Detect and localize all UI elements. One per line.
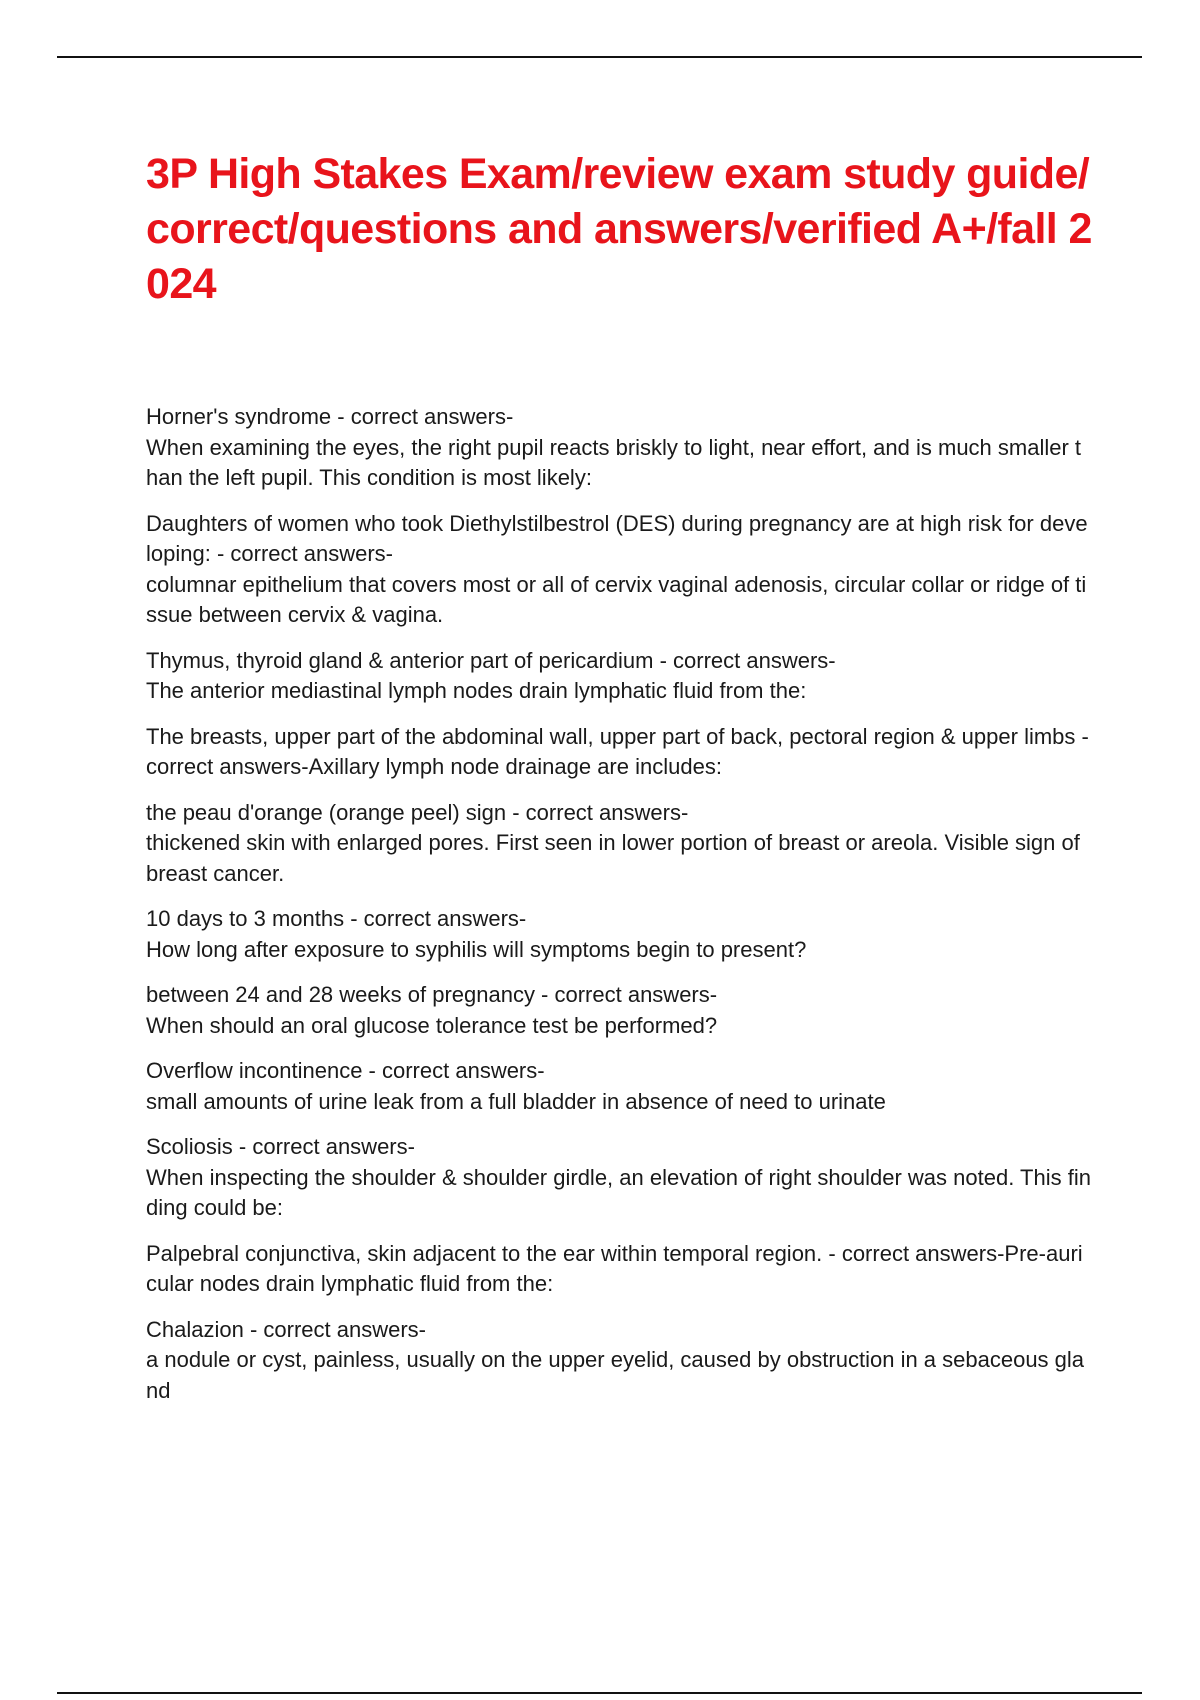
qa-entry-9-second: When inspecting the shoulder & shoulder girdle, an elevation of right shoulder was noted. This finding could be: (146, 1164, 1091, 1220)
qa-entry-6-second: How long after exposure to syphilis will symptoms begin to present? (146, 936, 807, 962)
qa-entry-7-first: between 24 and 28 weeks of pregnancy - correct answers- (146, 982, 718, 1007)
document-title: 3P High Stakes Exam/review exam study guide/correct/questions and answers/verified A+/fall 2024 (146, 150, 1092, 308)
qa-entry-11-first: Chalazion - correct answers- (146, 1316, 426, 1342)
qa-entry-3-first: Thymus, thyroid gland & anterior part of pericardium - correct answers- (146, 647, 836, 673)
qa-entry-6 (146, 904, 1092, 965)
qa-entry-8-first: Overflow incontinence - correct answers- (146, 1058, 545, 1083)
qa-entry-4 (146, 722, 1092, 783)
qa-entry-4-first: The breasts, upper part of the abdominal wall, upper part of back, pectoral region & upper limbs - correct answers-Axillary lymph node drainage are includes: (146, 723, 1089, 779)
bottom-rule (57, 1692, 1142, 1694)
qa-entry-11-second: a nodule or cyst, painless, usually on the upper eyelid, caused by obstruction in a sebaceous gland (146, 1347, 1085, 1403)
qa-entry-5-second: thickened skin with enlarged pores. First seen in lower portion of breast or areola. Visible sign of breast cancer. (146, 830, 1080, 886)
qa-entry-10-first: Palpebral conjunctiva, skin adjacent to the ear within temporal region. - correct answers-Pre-auricular nodes drain lymphatic fluid from the: (146, 1240, 1083, 1296)
qa-entry-2-second: columnar epithelium that covers most or all of cervix vaginal adenosis, circular collar or ridge of tissue between cervix & vagina. (146, 571, 1087, 627)
qa-entry-7 (146, 980, 1092, 1041)
qa-entry-8 (146, 1056, 1092, 1117)
qa-entry-9 (146, 1132, 1092, 1224)
qa-entry-5-first: the peau d'orange (orange peel) sign - correct answers- (146, 799, 689, 825)
qa-entry-2 (146, 509, 1092, 631)
qa-entry-1-second: When examining the eyes, the right pupil reacts briskly to light, near effort, and is much smaller than the left pupil. This condition is most likely: (146, 434, 1082, 490)
qa-entry-9-first: Scoliosis - correct answers- (146, 1134, 415, 1159)
qa-entry-3 (146, 646, 1092, 707)
qa-entry-11 (146, 1315, 1092, 1407)
qa-entry-7-second: When should an oral glucose tolerance test be performed? (146, 1012, 718, 1038)
qa-entry-10 (146, 1239, 1092, 1300)
qa-entry-1 (146, 402, 1092, 494)
qa-entry-1-first: Horner's syndrome - correct answers- (146, 404, 514, 429)
qa-entry-8-second: small amounts of urine leak from a full bladder in absence of need to urinate (146, 1088, 886, 1114)
qa-entry-6-first: 10 days to 3 months - correct answers- (146, 906, 527, 931)
qa-entry-3-second: The anterior mediastinal lymph nodes drain lymphatic fluid from the: (146, 678, 807, 703)
top-rule (57, 56, 1142, 58)
qa-entry-2-first: Daughters of women who took Diethylstilbestrol (DES) during pregnancy are at high risk for developing: - correct answers- (146, 510, 1088, 566)
qa-list (146, 402, 1092, 1421)
qa-entry-5 (146, 798, 1092, 890)
